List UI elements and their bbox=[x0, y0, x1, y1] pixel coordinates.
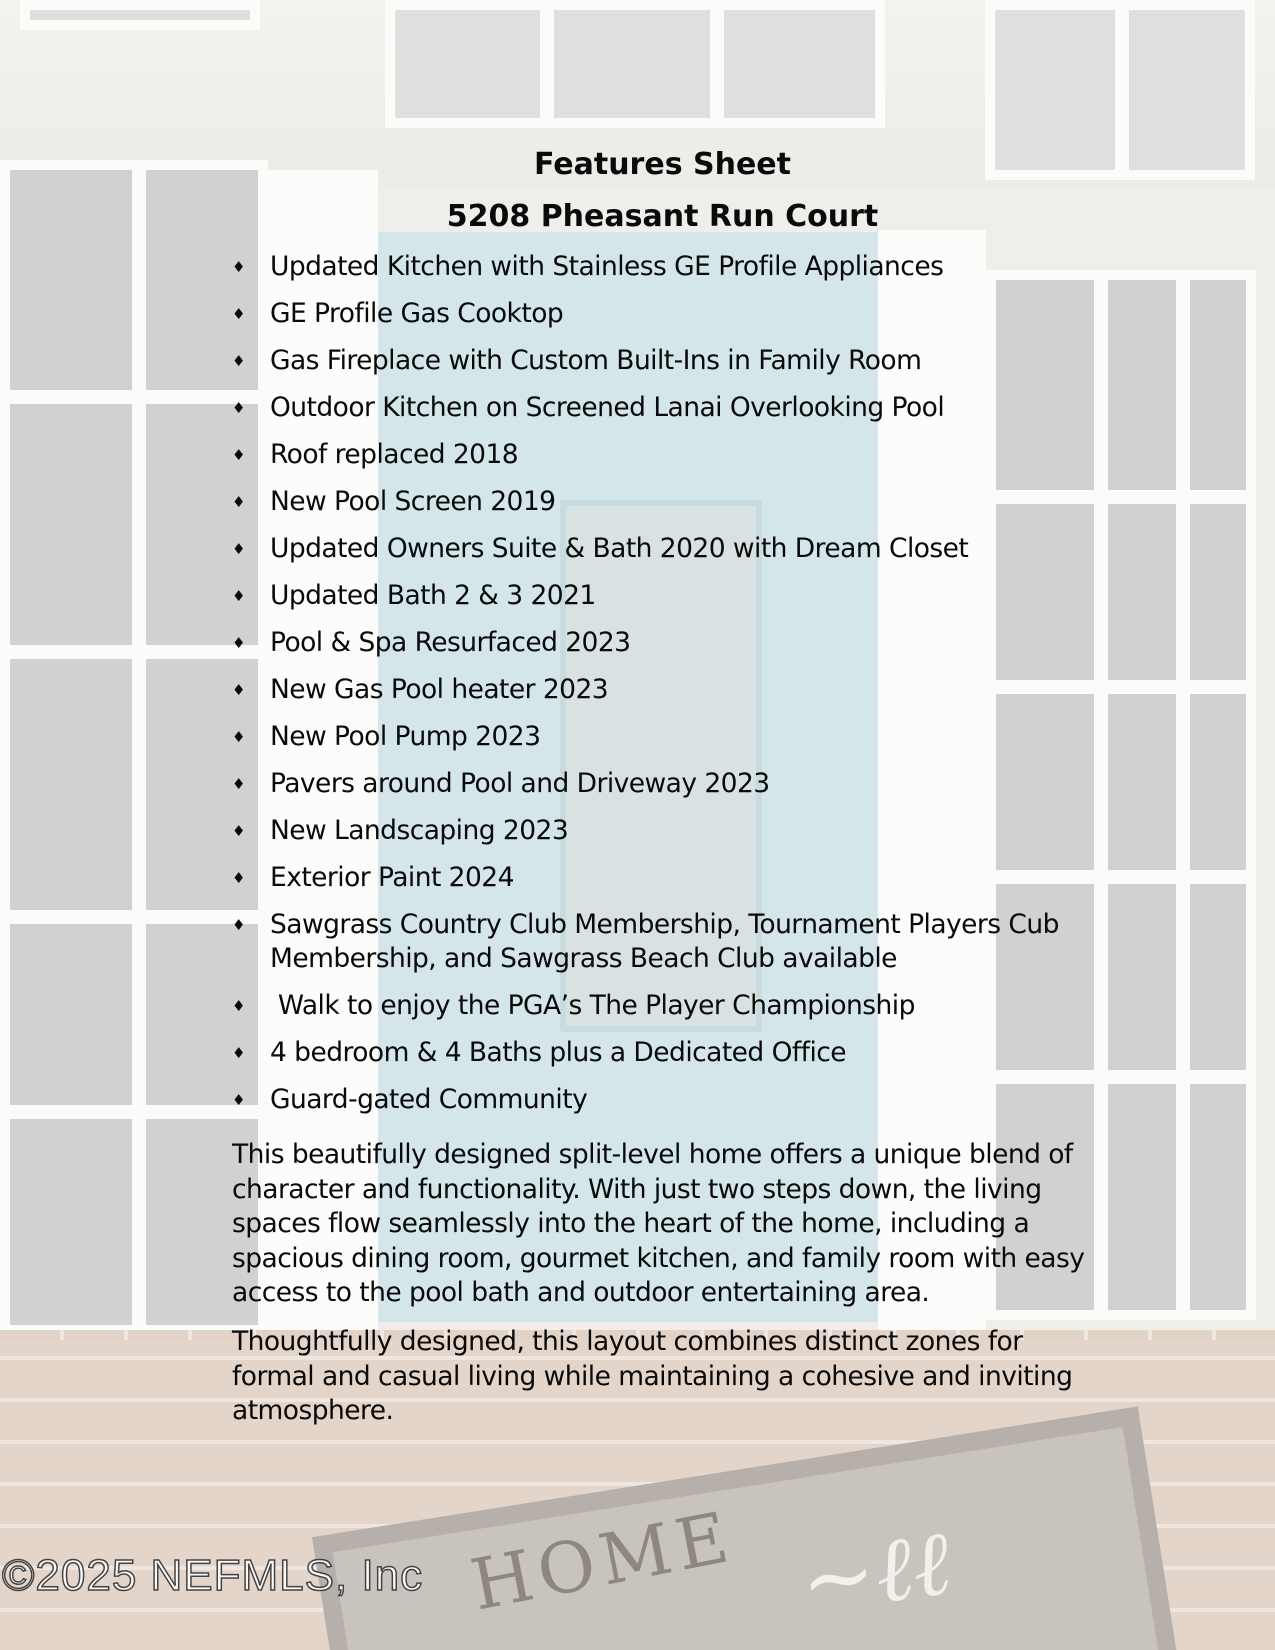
feature-text: Pavers around Pool and Driveway 2023 bbox=[270, 768, 770, 799]
features-list bbox=[232, 250, 1092, 1130]
diamond-bullet-icon: ♦ bbox=[232, 540, 245, 558]
list-item bbox=[232, 579, 1092, 613]
list-item bbox=[232, 344, 1092, 378]
diamond-bullet-icon: ♦ bbox=[232, 587, 245, 605]
feature-text: Walk to enjoy the PGA’s The Player Championship bbox=[270, 990, 915, 1021]
diamond-bullet-icon: ♦ bbox=[232, 446, 245, 464]
list-item bbox=[232, 1083, 1092, 1117]
feature-text: New Landscaping 2023 bbox=[270, 815, 569, 846]
property-address: 5208 Pheasant Run Court bbox=[446, 199, 879, 234]
diamond-bullet-icon: ♦ bbox=[232, 1044, 245, 1062]
list-item bbox=[232, 297, 1092, 331]
list-item bbox=[232, 767, 1092, 801]
list-item bbox=[232, 814, 1092, 848]
diamond-bullet-icon: ♦ bbox=[232, 997, 245, 1015]
diamond-bullet-icon: ♦ bbox=[232, 822, 245, 840]
list-item bbox=[232, 908, 1092, 976]
diamond-bullet-icon: ♦ bbox=[232, 352, 245, 370]
list-item bbox=[232, 989, 1092, 1023]
diamond-bullet-icon: ♦ bbox=[232, 258, 245, 276]
diamond-bullet-icon: ♦ bbox=[232, 493, 245, 511]
list-item bbox=[232, 673, 1092, 707]
feature-text: Roof replaced 2018 bbox=[270, 439, 519, 470]
doormat-text: HOME bbox=[464, 1495, 741, 1627]
diamond-bullet-icon: ♦ bbox=[232, 399, 245, 417]
feature-text: Updated Bath 2 & 3 2021 bbox=[270, 580, 596, 611]
page-title: Features Sheet bbox=[533, 147, 791, 182]
diamond-bullet-icon: ♦ bbox=[232, 869, 245, 887]
list-item bbox=[232, 250, 1092, 284]
feature-text: Sawgrass Country Club Membership, Tournament Players Cub Membership, and Sawgrass Beach Club available bbox=[270, 909, 1059, 974]
feature-text: 4 bedroom & 4 Baths plus a Dedicated Office bbox=[270, 1037, 847, 1068]
doormat-script: ~ℓℓ bbox=[793, 1510, 957, 1635]
diamond-bullet-icon: ♦ bbox=[232, 305, 245, 323]
layout-paragraph: Thoughtfully designed, this layout combines distinct zones for formal and casual living while maintaining a cohesive and inviting atmosphere. bbox=[232, 1326, 1073, 1426]
list-item bbox=[232, 720, 1092, 754]
feature-text: New Pool Pump 2023 bbox=[270, 721, 541, 752]
copyright-watermark: ©2025 NEFMLS, Inc bbox=[2, 1551, 424, 1600]
feature-text: Exterior Paint 2024 bbox=[270, 862, 514, 893]
list-item bbox=[232, 438, 1092, 472]
feature-text: Pool & Spa Resurfaced 2023 bbox=[270, 627, 631, 658]
feature-text: GE Profile Gas Cooktop bbox=[270, 298, 564, 329]
feature-text: Guard-gated Community bbox=[270, 1084, 588, 1115]
list-item bbox=[232, 626, 1092, 660]
diamond-bullet-icon: ♦ bbox=[232, 916, 245, 934]
diamond-bullet-icon: ♦ bbox=[232, 681, 245, 699]
diamond-bullet-icon: ♦ bbox=[232, 775, 245, 793]
list-item bbox=[232, 1036, 1092, 1070]
feature-text: Updated Kitchen with Stainless GE Profile Appliances bbox=[270, 251, 944, 282]
feature-text: Outdoor Kitchen on Screened Lanai Overlooking Pool bbox=[270, 392, 945, 423]
list-item bbox=[232, 485, 1092, 519]
list-item bbox=[232, 532, 1092, 566]
list-item bbox=[232, 391, 1092, 425]
feature-text: New Pool Screen 2019 bbox=[270, 486, 556, 517]
diamond-bullet-icon: ♦ bbox=[232, 634, 245, 652]
feature-text: New Gas Pool heater 2023 bbox=[270, 674, 609, 705]
feature-text: Updated Owners Suite & Bath 2020 with Dream Closet bbox=[270, 533, 969, 564]
description-paragraph: This beautifully designed split-level home offers a unique blend of character and functionality. With just two steps down, the living spaces flow seamlessly into the heart of the home, including a spacious dining room, gourmet kitchen, and family room with easy access to the pool bath and outdoor entertaining area. bbox=[232, 1139, 1085, 1308]
list-item bbox=[232, 861, 1092, 895]
diamond-bullet-icon: ♦ bbox=[232, 1091, 245, 1109]
diamond-bullet-icon: ♦ bbox=[232, 728, 245, 746]
feature-text: Gas Fireplace with Custom Built-Ins in Family Room bbox=[270, 345, 922, 376]
